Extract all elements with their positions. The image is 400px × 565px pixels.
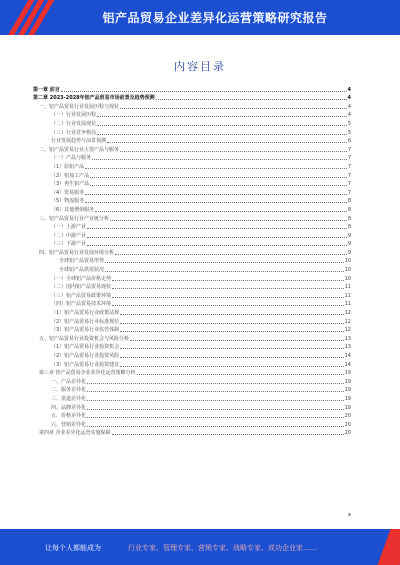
- toc-leader-dots: [85, 167, 347, 169]
- toc-entry-text: （1）铝产品贸易行业投资机会: [51, 344, 120, 351]
- toc-entry[interactable]: [33, 118, 351, 127]
- toc-leader-dots: [112, 287, 344, 289]
- toc-page-number: 8: [347, 206, 351, 213]
- toc-leader-dots: [90, 184, 347, 186]
- toc-page-number: 4: [347, 86, 351, 93]
- toc-page-number: 20: [344, 413, 351, 420]
- toc-entry[interactable]: [33, 144, 351, 153]
- toc-entry-text: 第四章 企业差异化运营实施保障: [39, 430, 111, 437]
- toc-entry-text: （三）下游产业: [51, 241, 87, 248]
- toc-leader-dots: [87, 227, 347, 229]
- toc-leader-dots: [115, 253, 347, 255]
- toc-page-number: 5: [347, 120, 351, 127]
- toc-entry-text: （四）铝产品贸易技术环境: [51, 301, 112, 308]
- toc-entry-text: （一）产品与服务: [51, 155, 92, 162]
- toc-page-number: 14: [344, 353, 351, 359]
- red-arrow-decoration: [375, 529, 400, 565]
- toc-entry[interactable]: [33, 428, 351, 437]
- toc-entry-text: （3）铝产品贸易行业投资建议: [51, 361, 120, 368]
- toc-entry-text: （4）贸易服务: [51, 189, 85, 196]
- toc-entry-text: （5）物流服务: [51, 198, 85, 205]
- toc-leader-dots: [120, 330, 343, 332]
- toc-entry[interactable]: [33, 161, 351, 170]
- toc-entry-text: （一）行业发展历程: [51, 112, 97, 119]
- toc-page-number: 11: [344, 301, 351, 308]
- toc-entry-text: 四、铝产品贸易行业发展环境分析: [39, 249, 115, 256]
- toc-leader-dots: [120, 107, 347, 109]
- toc-page-number: 12: [344, 327, 351, 334]
- toc-entry-text: （一）上游产业: [51, 224, 87, 231]
- toc-entry-text: 五、铝产品贸易行业投资机会与风险分析: [39, 335, 130, 342]
- toc-leader-dots: [112, 296, 344, 298]
- toc-leader-dots: [87, 244, 347, 246]
- toc-entry[interactable]: [33, 256, 351, 265]
- toc-entry-text: 一、铝产品贸易行业发展历程与现状: [39, 103, 120, 110]
- toc-leader-dots: [95, 210, 347, 212]
- toc-leader-dots: [97, 133, 347, 135]
- top-banner: [0, 0, 400, 35]
- toc-leader-dots: [120, 356, 343, 358]
- toc-leader-dots: [97, 115, 347, 117]
- toc-leader-dots: [120, 347, 343, 349]
- toc-entry-text: （二）中游产业: [51, 232, 87, 239]
- toc-entry-text: 第三章 铝产品贸易企业差异化运营策略分析: [39, 370, 136, 377]
- toc-page-number: 8: [347, 198, 351, 205]
- toc-leader-dots: [156, 98, 347, 100]
- toc-leader-dots: [112, 433, 344, 435]
- toc-entry-text: 第一章 前言: [33, 86, 60, 93]
- toc-entry[interactable]: [33, 368, 351, 377]
- toc-page-number: 19: [344, 404, 351, 411]
- toc-leader-dots: [61, 90, 347, 92]
- toc-page-number: 7: [347, 181, 351, 188]
- toc-page-number: 8: [347, 224, 351, 231]
- toc-entry[interactable]: [33, 153, 351, 162]
- toc-entry-text: 二、铝产品贸易行业主要产品与服务: [39, 146, 120, 153]
- toc-page-number: 8: [347, 215, 351, 222]
- toc-page-number: 13: [344, 335, 351, 342]
- toc-entry-text: 二、服务差异化: [51, 387, 87, 394]
- toc-leader-dots: [120, 150, 347, 152]
- toc-leader-dots: [105, 270, 344, 272]
- toc-page-number: 7: [347, 163, 351, 170]
- toc-entry-text: 第二章 2023-2028年铝产品贸易市场前景及趋势预测: [33, 95, 155, 102]
- toc-entry-text: （1）铝产品贸易行业政策法规: [51, 310, 120, 317]
- toc-page-number: 19: [344, 387, 351, 394]
- toc-entry[interactable]: [33, 230, 351, 239]
- toc-page-number: 11: [344, 284, 351, 291]
- toc-entry-text: （二）行业发展现状: [51, 120, 97, 127]
- toc-page-number: 11: [344, 292, 351, 299]
- toc-leader-dots: [92, 158, 347, 160]
- toc-leader-dots: [97, 124, 347, 126]
- toc-entry[interactable]: [33, 359, 351, 368]
- toc-leader-dots: [120, 313, 343, 315]
- toc-entry[interactable]: [33, 204, 351, 213]
- toc-page-number: 19: [344, 395, 351, 402]
- toc-leader-dots: [130, 339, 344, 341]
- toc-entry[interactable]: [33, 179, 351, 188]
- toc-entry[interactable]: [33, 101, 351, 110]
- toc-page-number: 7: [347, 155, 351, 162]
- toc-entry[interactable]: [33, 376, 351, 385]
- toc-entry[interactable]: [33, 419, 351, 428]
- toc-leader-dots: [87, 416, 344, 418]
- toc-entry[interactable]: [33, 196, 351, 205]
- toc-entry[interactable]: [33, 136, 351, 145]
- footer-tagline: 让每个人都能成为: [45, 544, 101, 552]
- toc-page-number: 9: [347, 232, 351, 239]
- toc-entry-text: （三）铝产品贸易政策环境: [51, 292, 112, 299]
- toc-entry[interactable]: [33, 84, 351, 93]
- toc-entry[interactable]: [33, 110, 351, 119]
- toc-leader-dots: [87, 399, 344, 401]
- toc-entry[interactable]: [33, 299, 351, 308]
- toc-entry-text: 三、铝产品贸易行业产业链分析: [39, 215, 110, 222]
- toc-heading: 内容目录: [174, 60, 226, 73]
- toc-entry-text: 四、品牌差异化: [51, 404, 87, 411]
- toc-leader-dots: [120, 322, 343, 324]
- toc-entry-text: 三、渠道差异化: [51, 395, 87, 402]
- toc-entry[interactable]: [33, 393, 351, 402]
- toc-entry[interactable]: [33, 170, 351, 179]
- bottom-banner: [0, 529, 400, 565]
- toc-entry[interactable]: [33, 264, 351, 273]
- toc-entry[interactable]: [33, 222, 351, 231]
- toc-entry[interactable]: [33, 187, 351, 196]
- table-of-contents: [33, 84, 351, 436]
- toc-entry[interactable]: [33, 307, 351, 316]
- toc-leader-dots: [87, 236, 347, 238]
- toc-entry[interactable]: [33, 350, 351, 359]
- toc-page-number: 12: [344, 310, 351, 317]
- toc-entry-text: 全球铝产品贸易形势: [59, 258, 105, 265]
- toc-entry[interactable]: [33, 127, 351, 136]
- toc-page-number: 10: [344, 267, 351, 274]
- toc-entry[interactable]: [33, 402, 351, 411]
- toc-page-number: 7: [347, 172, 351, 179]
- toc-entry-text: （2）铝产品贸易行业标准规范: [51, 318, 120, 325]
- toc-page-number: 6: [347, 138, 351, 145]
- page-marker: [348, 513, 351, 516]
- toc-entry-text: （3）再生铝产品: [51, 181, 90, 188]
- toc-entry[interactable]: [33, 213, 351, 222]
- report-title: 铝产品贸易企业差异化运营策略研究报告: [102, 11, 328, 25]
- toc-entry[interactable]: [33, 333, 351, 342]
- toc-entry[interactable]: [33, 316, 351, 325]
- toc-leader-dots: [90, 176, 347, 178]
- footer-roles: 行业专家、管理专家、营销专家、战略专家、成功企业家……: [128, 544, 317, 552]
- toc-leader-dots: [107, 141, 347, 143]
- toc-page-number: 7: [347, 189, 351, 196]
- toc-entry-text: 五、价格差异化: [51, 413, 87, 420]
- toc-entry-text: 全球铝产品供需状况: [59, 267, 105, 274]
- toc-page-number: 20: [344, 430, 351, 437]
- toc-entry-text: 六、营销差异化: [51, 421, 87, 428]
- toc-entry[interactable]: [33, 385, 351, 394]
- toc-leader-dots: [87, 382, 344, 384]
- toc-leader-dots: [87, 425, 344, 427]
- toc-leader-dots: [137, 373, 344, 375]
- toc-page-number: 4: [347, 95, 351, 102]
- toc-entry-text: （6）其他增值服务: [51, 206, 95, 213]
- toc-page-number: 14: [344, 361, 351, 368]
- toc-entry-text: 行业发展趋势与前景预测: [51, 138, 107, 145]
- toc-page-number: 5: [347, 129, 351, 136]
- toc-page-number: 10: [344, 258, 351, 265]
- toc-page-number: 10: [344, 275, 351, 282]
- toc-entry[interactable]: [33, 282, 351, 291]
- toc-page-number: 19: [344, 378, 351, 385]
- toc-page-number: 9: [347, 241, 351, 248]
- toc-page-number: 4: [347, 112, 351, 119]
- toc-leader-dots: [87, 408, 344, 410]
- toc-entry[interactable]: [33, 342, 351, 351]
- toc-page-number: 4: [347, 103, 351, 110]
- toc-entry-text: （一）全球铝产品价格走势: [51, 275, 112, 282]
- toc-entry[interactable]: [33, 247, 351, 256]
- toc-entry-text: （2）铝产品贸易行业投资风险: [51, 353, 120, 359]
- toc-entry[interactable]: [33, 239, 351, 248]
- toc-entry-text: （3）铝产品贸易行业监管体制: [51, 327, 120, 334]
- toc-page-number: 9: [347, 249, 351, 256]
- toc-entry[interactable]: [33, 290, 351, 299]
- toc-leader-dots: [112, 279, 344, 281]
- toc-leader-dots: [112, 304, 344, 306]
- toc-entry-text: （2）铝加工产品: [51, 172, 90, 179]
- toc-entry[interactable]: [33, 411, 351, 420]
- toc-entry[interactable]: [33, 325, 351, 334]
- toc-entry[interactable]: [33, 273, 351, 282]
- toc-entry-text: （二）国内铝产品贸易现状: [51, 284, 112, 291]
- toc-entry-text: （1）原铝产品: [51, 163, 85, 170]
- toc-page-number: 7: [347, 146, 351, 153]
- toc-entry-text: 一、产品差异化: [51, 378, 87, 385]
- toc-entry-text: （三）行业竞争格局: [51, 129, 97, 136]
- toc-leader-dots: [85, 201, 347, 203]
- toc-entry[interactable]: [33, 93, 351, 102]
- toc-leader-dots: [110, 219, 347, 221]
- toc-leader-dots: [87, 390, 344, 392]
- toc-page-number: 12: [344, 318, 351, 325]
- toc-page-number: 20: [344, 421, 351, 428]
- toc-leader-dots: [120, 365, 343, 367]
- toc-leader-dots: [85, 193, 347, 195]
- toc-page-number: 19: [344, 370, 351, 377]
- toc-leader-dots: [105, 261, 344, 263]
- toc-page-number: 13: [344, 344, 351, 351]
